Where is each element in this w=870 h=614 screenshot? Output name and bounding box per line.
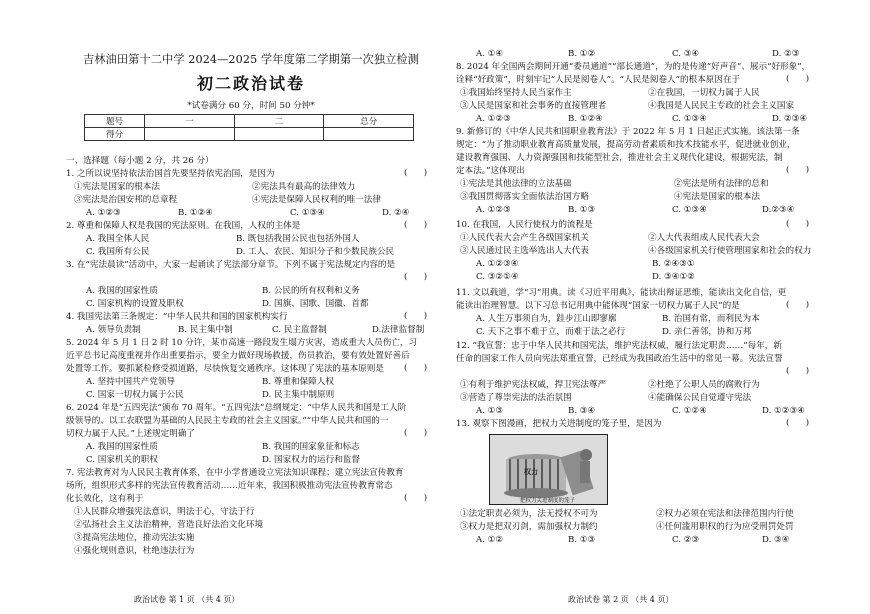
statement-option: ④各级国家机关行使管理国家和社会的权力 — [648, 246, 812, 256]
choice-option[interactable]: C. ②③ — [672, 535, 700, 545]
statement-option: ④宪法是国家的根本法 — [674, 192, 760, 202]
question-stem: 处置等工作。要抓紧检修受损道路，尽快恢复交通秩序。这体现了宪法的基本原则是 — [66, 364, 384, 374]
statement-option: ③权力是把双刃剑，需加强权力制约 — [460, 522, 598, 532]
question-stem: 诠释“好政策”，时刻牢记“人民是阅卷人”。“人民是阅卷人”的根本原因在于 — [456, 75, 741, 85]
question-stem: 近平总书记高度重视并作出重要指示，要全力做好现场救援，伤员救治，要有效处置好善后 — [66, 351, 410, 361]
choice-option[interactable]: B. ①③ — [568, 535, 596, 545]
question-stem: 建设教育强国、人力资源强国和技能型社会，推进社会主义现代化建设，根据宪法，制 — [456, 153, 783, 163]
statement-option: ③人民通过民主选举选出人大代表 — [460, 246, 589, 256]
question-stem: 10. 在我国，人民行使权力的流程是 — [456, 220, 593, 230]
right-column — [456, 0, 828, 614]
question-stem: 12. “我宣誓：忠于中华人民共和国宪法，维护宪法权威，履行法定职责……”每年，新 — [456, 341, 782, 351]
choice-option[interactable]: A. ①②③④ — [476, 259, 519, 269]
choice-option[interactable]: C. ③②①④ — [476, 272, 519, 282]
cartoon-inner-label: 权力 — [524, 467, 538, 476]
choice-option[interactable]: A. 人生万事须自为，跬步江山即寥廓 — [476, 314, 617, 324]
statement-option: ③营造了尊崇宪法的法治氛围 — [460, 393, 572, 403]
choice-option[interactable]: C. ①③④ — [672, 114, 707, 124]
question-stem: 3. 在“宪法晨读”活动中，大家一起诵读了宪法部分章节。下列不属于宪法规定内容的是 — [66, 260, 396, 270]
choice-option[interactable]: A. ①③ — [476, 406, 504, 416]
question-stem: 化长效化，这有利于 — [66, 494, 144, 504]
left-column — [66, 0, 436, 614]
score-table — [84, 114, 414, 141]
score-cell: 题号 — [85, 115, 145, 128]
answer-blank[interactable]: ( ) — [404, 363, 428, 373]
statement-option: ④我国是人民民主专政的社会主义国家 — [648, 101, 795, 111]
answer-blank[interactable]: ( ) — [404, 428, 428, 438]
statement-option: ①有利于维护宪法权威，捍卫宪法尊严 — [460, 380, 607, 390]
exam-note: *试卷满分 60 分，时间 50 分钟* — [187, 101, 315, 111]
question-stem: 5. 2024 年 5 月 1 日 2 时 10 分许，某市高速一路段发生塌方灾害，造成重大人员伤亡，习 — [66, 338, 418, 348]
choice-option[interactable]: B. ①② — [568, 49, 596, 59]
score-table-score-row — [85, 128, 414, 141]
choice-option[interactable]: A. ①②③ — [86, 208, 121, 218]
question-stem: 场所，组织形式多样的宪法宣传教育活动……近年来，我国积极推动宪法宣传教育常态 — [66, 481, 393, 491]
answer-blank[interactable]: ( ) — [786, 366, 810, 376]
question-stem: 定本法。”这体现出 — [456, 166, 525, 176]
question-stem: 任命的国家工作人员向宪法郑重宣誓，已经成为我国政治生活中的常见一幕。宪法宣誓 — [456, 354, 783, 364]
choice-option[interactable]: D. 工人、农民、知识分子和少数民族公民 — [236, 247, 395, 257]
choice-option[interactable]: D. ②④ — [382, 208, 410, 218]
choice-option[interactable]: D. 国家权力的运行和监督 — [262, 455, 360, 465]
choice-option[interactable]: A. 我国全体人民 — [86, 234, 150, 244]
question-stem: 级领导的、以工农联盟为基础的人民民主专政的社会主义国家。”“中华人民共和国的一 — [66, 416, 389, 426]
statement-option: ①人民代表大会产生各级国家机关 — [460, 233, 589, 243]
statement-option: ③人民是国家和社会事务的直接管理者 — [460, 101, 607, 111]
choice-option[interactable]: C. ①③④ — [672, 205, 707, 215]
choice-option[interactable]: C. 天下之事不难于立，而难于法之必行 — [476, 327, 626, 337]
statement-option: ③提高宪法地位，推动宪法实施 — [74, 533, 195, 543]
question-stem: 规定：“为了推动职业教育高质量发展，提高劳动者素质和技术技能水平，促进就业创业， — [456, 140, 796, 150]
choice-option[interactable]: A. ①② — [476, 535, 504, 545]
choice-option[interactable]: C. 我国所有公民 — [86, 247, 150, 257]
choice-option[interactable]: D. 国旗、国歌、国徽、首都 — [262, 299, 369, 309]
statement-option: ②宪法是所有法律的总和 — [674, 179, 769, 189]
choice-option[interactable]: D. ②③ — [772, 49, 800, 59]
question-stem: 能读出治理智慧。以下习总书记用典中能体现“国家一切权力属于人民”的是 — [456, 301, 740, 311]
cartoon-image — [489, 434, 608, 505]
score-cell: 二 — [234, 115, 324, 128]
choice-option[interactable]: C. 国家机构的设置及职权 — [86, 299, 184, 309]
choice-option[interactable]: C. 国家机关的职权 — [86, 455, 158, 465]
choice-option[interactable]: B. ②④③① — [652, 259, 695, 269]
score-cell — [324, 128, 414, 141]
choice-option[interactable]: D.法律监督制 — [372, 325, 425, 335]
answer-blank[interactable]: ( ) — [404, 311, 428, 321]
answer-blank[interactable]: ( ) — [786, 74, 810, 84]
choice-option[interactable]: B. 公民的所有权利和义务 — [262, 286, 360, 296]
school-title: 吉林油田第十二中学 2024—2025 学年度第二学期第一次独立检测 — [83, 53, 419, 66]
question-stem: 8. 2024 年全国两会期间开通“委员通道”“部长通道”，为的是传递“好声音”、展示“好形象”， — [456, 62, 811, 72]
statement-option: ①宪法是国家的根本法 — [74, 182, 160, 192]
choice-option[interactable]: D.②③④ — [762, 205, 795, 215]
choice-option[interactable]: C. 国家一切权力属于公民 — [86, 390, 184, 400]
statement-option: ②弘扬社会主义法治精神，营造良好法治文化环境 — [74, 520, 264, 530]
choice-option[interactable]: B. 我国的国家象征和标志 — [262, 442, 360, 452]
score-cell: 一 — [145, 115, 235, 128]
question-stem: 4. 我国宪法第三条规定：“中华人民共和国的国家机构实行 — [66, 312, 288, 322]
choice-option[interactable]: A. 坚持中国共产党领导 — [86, 377, 176, 387]
statement-option: ④强化规则意识，杜绝违法行为 — [74, 546, 195, 556]
answer-blank[interactable]: ( ) — [786, 418, 810, 428]
choice-option[interactable]: D. ③④ — [762, 535, 790, 545]
choice-option[interactable]: D. 亲仁善邻，协和万邦 — [662, 327, 752, 337]
choice-option[interactable]: A. ①④ — [476, 49, 504, 59]
choice-option[interactable]: B. 治国有常，而利民为本 — [662, 314, 760, 324]
choice-option[interactable]: D. ①②③④ — [762, 406, 805, 416]
choice-option[interactable]: D. ②③④ — [772, 114, 808, 124]
statement-option: ③宪法是治国安邦的总章程 — [74, 195, 178, 205]
statement-option: ②宪法具有最高的法律效力 — [252, 182, 356, 192]
exam-title: 初二政治试卷 — [196, 74, 305, 93]
answer-blank[interactable]: ( ) — [404, 168, 428, 178]
choice-option[interactable]: B. ①③ — [568, 205, 596, 215]
statement-option: ①人民群众增强宪法意识，明法于心，守法于行 — [74, 507, 255, 517]
statement-option: ①宪法是其他法律的立法基础 — [460, 179, 572, 189]
answer-blank[interactable]: ( ) — [404, 272, 428, 282]
choice-option[interactable]: B. ①②④ — [178, 208, 213, 218]
answer-blank[interactable]: ( ) — [404, 493, 428, 503]
choice-option[interactable]: B. 既包括我国公民也包括外国人 — [236, 234, 360, 244]
answer-blank[interactable]: ( ) — [786, 219, 810, 229]
answer-blank[interactable]: ( ) — [404, 220, 428, 230]
choice-option[interactable]: C. ③④ — [672, 49, 700, 59]
question-stem: 9. 新修订的《中华人民共和国职业教育法》于 2022 年 5 月 1 日起正式实施。该法第一条 — [456, 127, 800, 137]
choice-option[interactable]: C. ①③④ — [290, 208, 325, 218]
choice-option[interactable]: A. ①②③ — [476, 205, 511, 215]
statement-option: ①我国始终坚持人民当家作主 — [460, 88, 572, 98]
choice-option[interactable]: A. 我国的国家性质 — [86, 286, 158, 296]
statement-option: ②权力必须在宪法和法律范围内行使 — [656, 509, 794, 519]
question-stem: 1. 之所以说坚持依法治国首先要坚持依宪治国，是因为 — [66, 169, 275, 179]
choice-option[interactable]: B. ①②④ — [568, 114, 603, 124]
score-cell — [234, 128, 324, 141]
score-table-header-row — [85, 115, 414, 128]
choice-option[interactable]: A. 我国的国家性质 — [86, 442, 158, 452]
statement-option: ②人大代表组成人民代表大会 — [648, 233, 760, 243]
choice-option[interactable]: B. 尊重和保障人权 — [262, 377, 334, 387]
choice-option[interactable]: C. ①②④ — [672, 406, 707, 416]
answer-blank[interactable]: ( ) — [786, 300, 810, 310]
choice-option[interactable]: A. ①②③ — [476, 114, 511, 124]
score-cell: 总分 — [324, 115, 414, 128]
choice-option[interactable]: C. 民主监督制 — [272, 325, 327, 335]
footer-left: 政治试卷 第 1 页 （共 4 页） — [134, 595, 240, 604]
choice-option[interactable]: A. 领导负责制 — [86, 325, 141, 335]
footer-right: 政治试卷 第 2 页 （共 4 页） — [568, 595, 674, 604]
statement-option: ④能确保公民自觉遵守宪法 — [648, 393, 752, 403]
cartoon-caption: 把权力关进制度的笼子 — [520, 498, 576, 504]
question-stem: 2. 尊重和保障人权是我国的宪法原则。在我国，人权的主体是 — [66, 221, 301, 231]
question-stem: 13. 观察下图漫画，把权力关进制度的笼子里，是因为 — [456, 419, 662, 429]
section-heading: 一、选择题（每小题 2 分，共 26 分） — [66, 156, 214, 166]
answer-blank[interactable]: ( ) — [786, 165, 810, 175]
statement-option: ①法定职责必须为，法无授权不可为 — [460, 509, 598, 519]
question-stem: 11. 文以载道，学“习”用典。读《习近平用典》，能读出辩证思维，能读出文化自信，更 — [456, 288, 787, 298]
statement-option: ②杜绝了公职人员的腐败行为 — [648, 380, 760, 390]
choice-option[interactable]: D. ③④①② — [652, 272, 695, 282]
choice-option[interactable]: B. ③④ — [568, 406, 596, 416]
question-stem: 7. 宪法教育对为人民民主教育体系，在中小学普通设立宪法知识课程；建立宪法宣传教育 — [66, 468, 404, 478]
statement-option: ③我国贯彻落实全面依法治国方略 — [460, 192, 589, 202]
cage-illustration — [490, 435, 607, 504]
question-stem: 6. 2024 年是“五四宪法”颁布 70 周年。“五四宪法”总纲规定：“中华人民共和国是工人阶 — [66, 403, 407, 413]
choice-option[interactable]: B. 民主集中制 — [178, 325, 233, 335]
question-stem: 切权力属于人民。”上述规定明确了 — [66, 429, 196, 439]
score-cell — [145, 128, 235, 141]
statement-option: ④宪法是保障人民权利的唯一法律 — [252, 195, 381, 205]
choice-option[interactable]: D. 民主集中制原则 — [262, 390, 335, 400]
score-cell: 得分 — [85, 128, 145, 141]
statement-option: ④任何滥用职权的行为应受刑罚处罚 — [656, 522, 794, 532]
statement-option: ②在我国，一切权力属于人民 — [648, 88, 760, 98]
